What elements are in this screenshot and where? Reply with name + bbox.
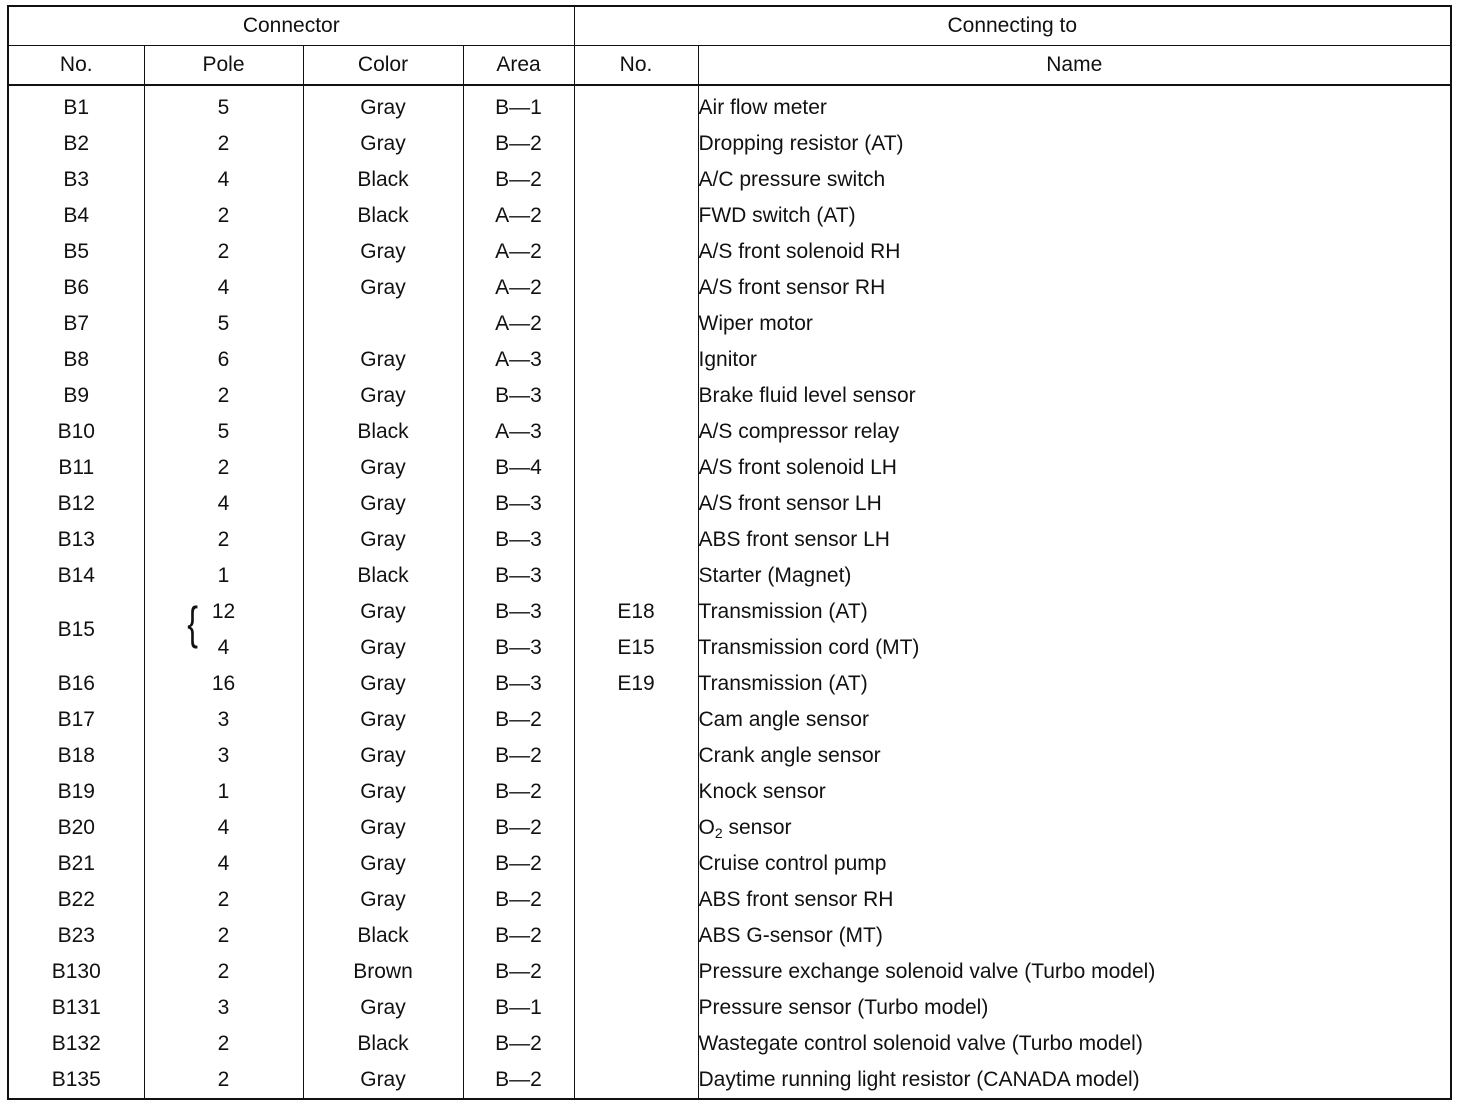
cell-to-no xyxy=(574,774,698,810)
cell-area: B—2 xyxy=(463,882,574,918)
cell-no: B11 xyxy=(8,450,144,486)
cell-to-no xyxy=(574,234,698,270)
cell-no: B18 xyxy=(8,738,144,774)
cell-pole: 3 xyxy=(144,990,303,1026)
cell-color: Gray xyxy=(303,342,463,378)
cell-no: B21 xyxy=(8,846,144,882)
cell-to-no xyxy=(574,486,698,522)
cell-pole: 4 xyxy=(217,636,230,659)
cell-to-no xyxy=(574,270,698,306)
cell-name: Pressure exchange solenoid valve (Turbo model) xyxy=(698,954,1451,990)
cell-name: Wiper motor xyxy=(698,306,1451,342)
cell-name: A/S front solenoid RH xyxy=(698,234,1451,270)
cell-pole: 2 xyxy=(144,882,303,918)
table-row xyxy=(8,85,1451,126)
cell-no: B8 xyxy=(8,342,144,378)
cell-to-no xyxy=(574,954,698,990)
table-row xyxy=(8,738,1451,774)
cell-pole: 2 xyxy=(144,198,303,234)
table-row xyxy=(8,810,1451,846)
cell-area: B—2 xyxy=(463,918,574,954)
cell-pole: 5 xyxy=(144,414,303,450)
cell-no: B13 xyxy=(8,522,144,558)
cell-name: Air flow meter xyxy=(698,85,1451,126)
cell-color: Black xyxy=(303,918,463,954)
cell-pole: 4 xyxy=(144,162,303,198)
cell-pole: 2 xyxy=(144,1026,303,1062)
cell-name: A/C pressure switch xyxy=(698,162,1451,198)
cell-to-no xyxy=(574,738,698,774)
cell-to-no xyxy=(574,162,698,198)
cell-color: Gray xyxy=(303,990,463,1026)
connector-table xyxy=(7,5,1452,1100)
table-row xyxy=(8,702,1451,738)
cell-area: A—2 xyxy=(463,270,574,306)
cell-name: Cam angle sensor xyxy=(698,702,1451,738)
brace-icon: { xyxy=(186,597,198,649)
cell-name: Transmission (AT) xyxy=(698,594,1451,630)
cell-color: Black xyxy=(303,414,463,450)
table-row xyxy=(8,522,1451,558)
cell-pole: 2 xyxy=(144,1062,303,1099)
cell-name: A/S front sensor LH xyxy=(698,486,1451,522)
cell-color: Gray xyxy=(303,486,463,522)
header-connector: Connector xyxy=(8,6,574,46)
cell-area: B—2 xyxy=(463,702,574,738)
cell-no: B17 xyxy=(8,702,144,738)
cell-no: B3 xyxy=(8,162,144,198)
cell-to-no xyxy=(574,702,698,738)
cell-to-no xyxy=(574,198,698,234)
cell-color: Gray xyxy=(303,1062,463,1099)
name-o: O xyxy=(698,815,715,839)
table-row xyxy=(8,234,1451,270)
cell-area: B—2 xyxy=(463,846,574,882)
cell-no: B10 xyxy=(8,414,144,450)
cell-area: A—3 xyxy=(463,342,574,378)
cell-color: Gray xyxy=(303,378,463,414)
cell-color: Gray xyxy=(303,270,463,306)
cell-no: B15 xyxy=(8,594,144,666)
cell-to-no xyxy=(574,414,698,450)
cell-pole: 4 xyxy=(144,486,303,522)
header-name: Name xyxy=(698,46,1451,86)
cell-no: B23 xyxy=(8,918,144,954)
cell-color: Gray xyxy=(303,666,463,702)
cell-area: B—4 xyxy=(463,450,574,486)
table-row xyxy=(8,162,1451,198)
cell-pole: 2 xyxy=(144,954,303,990)
table-row xyxy=(8,450,1451,486)
cell-color: Gray xyxy=(303,450,463,486)
cell-to-no xyxy=(574,522,698,558)
cell-pole: 3 xyxy=(144,702,303,738)
table-row xyxy=(8,1026,1451,1062)
cell-to-no: E15 xyxy=(574,630,698,666)
cell-pole: 4 xyxy=(144,810,303,846)
table-row xyxy=(8,198,1451,234)
cell-no: B6 xyxy=(8,270,144,306)
cell-area: B—2 xyxy=(463,738,574,774)
table-row xyxy=(8,342,1451,378)
cell-color: Gray xyxy=(303,234,463,270)
cell-color: Brown xyxy=(303,954,463,990)
name-sensor: sensor xyxy=(722,815,792,839)
cell-no: B16 xyxy=(8,666,144,702)
cell-pole: 2 xyxy=(144,918,303,954)
cell-no: B1 xyxy=(8,85,144,126)
cell-area: B—2 xyxy=(463,1026,574,1062)
header-no: No. xyxy=(8,46,144,86)
cell-area: B—2 xyxy=(463,810,574,846)
cell-area: A—2 xyxy=(463,198,574,234)
cell-area: B—3 xyxy=(463,630,574,666)
cell-name: Crank angle sensor xyxy=(698,738,1451,774)
cell-name: ABS front sensor RH xyxy=(698,882,1451,918)
table-row xyxy=(8,846,1451,882)
cell-pole: 3 xyxy=(144,738,303,774)
cell-area: B—1 xyxy=(463,990,574,1026)
cell-name: Daytime running light resistor (CANADA model) xyxy=(698,1062,1451,1099)
cell-area: B—1 xyxy=(463,85,574,126)
cell-to-no xyxy=(574,810,698,846)
cell-to-no xyxy=(574,882,698,918)
cell-color: Black xyxy=(303,1026,463,1062)
table-body xyxy=(8,85,1451,1099)
cell-name: Cruise control pump xyxy=(698,846,1451,882)
cell-color: Black xyxy=(303,198,463,234)
cell-pole: 16 xyxy=(144,666,303,702)
cell-color: Gray xyxy=(303,594,463,630)
cell-no: B22 xyxy=(8,882,144,918)
cell-name: Knock sensor xyxy=(698,774,1451,810)
cell-name: Pressure sensor (Turbo model) xyxy=(698,990,1451,1026)
cell-no: B2 xyxy=(8,126,144,162)
table-row xyxy=(8,306,1451,342)
header-connecting-to: Connecting to xyxy=(574,6,1451,46)
cell-area: B—2 xyxy=(463,774,574,810)
table-row xyxy=(8,594,1451,630)
cell-area: B—3 xyxy=(463,666,574,702)
cell-pole: 4 xyxy=(144,270,303,306)
cell-area: B—3 xyxy=(463,378,574,414)
table-row xyxy=(8,990,1451,1026)
cell-name: Brake fluid level sensor xyxy=(698,378,1451,414)
cell-no: B9 xyxy=(8,378,144,414)
cell-area: B—2 xyxy=(463,954,574,990)
cell-to-no: E19 xyxy=(574,666,698,702)
cell-no: B130 xyxy=(8,954,144,990)
cell-pole: 2 xyxy=(144,378,303,414)
header-area: Area xyxy=(463,46,574,86)
cell-area: B—3 xyxy=(463,594,574,630)
cell-name xyxy=(698,810,1451,846)
cell-color: Gray xyxy=(303,126,463,162)
cell-to-no xyxy=(574,1062,698,1099)
cell-to-no: E18 xyxy=(574,594,698,630)
cell-color: Gray xyxy=(303,882,463,918)
table-row xyxy=(8,918,1451,954)
cell-to-no xyxy=(574,378,698,414)
cell-area: A—2 xyxy=(463,234,574,270)
cell-color: Gray xyxy=(303,702,463,738)
cell-pole-group xyxy=(144,594,303,666)
cell-to-no xyxy=(574,85,698,126)
cell-color: Black xyxy=(303,558,463,594)
cell-name: Transmission (AT) xyxy=(698,666,1451,702)
cell-color xyxy=(303,306,463,342)
cell-name: Transmission cord (MT) xyxy=(698,630,1451,666)
table-row xyxy=(8,774,1451,810)
cell-to-no xyxy=(574,990,698,1026)
cell-name: FWD switch (AT) xyxy=(698,198,1451,234)
cell-no: B19 xyxy=(8,774,144,810)
cell-color: Gray xyxy=(303,810,463,846)
cell-pole: 12 xyxy=(211,600,236,623)
cell-pole: 4 xyxy=(144,846,303,882)
cell-pole: 5 xyxy=(144,85,303,126)
cell-area: B—2 xyxy=(463,126,574,162)
cell-area: B—3 xyxy=(463,486,574,522)
cell-area: B—2 xyxy=(463,1062,574,1099)
table-row xyxy=(8,1062,1451,1099)
cell-area: A—3 xyxy=(463,414,574,450)
header-color: Color xyxy=(303,46,463,86)
cell-to-no xyxy=(574,1026,698,1062)
name-subscript: 2 xyxy=(714,824,723,841)
table-row xyxy=(8,378,1451,414)
cell-color: Gray xyxy=(303,522,463,558)
cell-to-no xyxy=(574,558,698,594)
cell-name: Ignitor xyxy=(698,342,1451,378)
cell-no: B4 xyxy=(8,198,144,234)
cell-pole: 5 xyxy=(144,306,303,342)
cell-to-no xyxy=(574,846,698,882)
cell-name: ABS front sensor LH xyxy=(698,522,1451,558)
cell-name: A/S compressor relay xyxy=(698,414,1451,450)
table-row xyxy=(8,126,1451,162)
header-pole: Pole xyxy=(144,46,303,86)
cell-name: Dropping resistor (AT) xyxy=(698,126,1451,162)
table-row xyxy=(8,954,1451,990)
cell-no: B12 xyxy=(8,486,144,522)
cell-to-no xyxy=(574,450,698,486)
cell-name: A/S front sensor RH xyxy=(698,270,1451,306)
cell-no: B135 xyxy=(8,1062,144,1099)
cell-pole: 1 xyxy=(144,774,303,810)
cell-name: A/S front solenoid LH xyxy=(698,450,1451,486)
cell-no: B20 xyxy=(8,810,144,846)
cell-name: ABS G-sensor (MT) xyxy=(698,918,1451,954)
cell-to-no xyxy=(574,126,698,162)
cell-pole: 2 xyxy=(144,126,303,162)
cell-area: B—3 xyxy=(463,558,574,594)
cell-pole: 6 xyxy=(144,342,303,378)
cell-no: B5 xyxy=(8,234,144,270)
cell-no: B131 xyxy=(8,990,144,1026)
table-row xyxy=(8,270,1451,306)
cell-no: B7 xyxy=(8,306,144,342)
cell-color: Black xyxy=(303,162,463,198)
table-row xyxy=(8,558,1451,594)
table-row xyxy=(8,414,1451,450)
cell-no: B132 xyxy=(8,1026,144,1062)
cell-color: Gray xyxy=(303,630,463,666)
cell-color: Gray xyxy=(303,846,463,882)
cell-color: Gray xyxy=(303,774,463,810)
table-row xyxy=(8,486,1451,522)
cell-pole: 1 xyxy=(144,558,303,594)
cell-color: Gray xyxy=(303,85,463,126)
cell-pole: 2 xyxy=(144,450,303,486)
cell-name: Wastegate control solenoid valve (Turbo model) xyxy=(698,1026,1451,1062)
cell-color: Gray xyxy=(303,738,463,774)
cell-area: B—3 xyxy=(463,522,574,558)
cell-no: B14 xyxy=(8,558,144,594)
cell-to-no xyxy=(574,306,698,342)
cell-pole: 2 xyxy=(144,234,303,270)
table-row xyxy=(8,666,1451,702)
header-to-no: No. xyxy=(574,46,698,86)
cell-name: Starter (Magnet) xyxy=(698,558,1451,594)
cell-area: B—2 xyxy=(463,162,574,198)
cell-to-no xyxy=(574,342,698,378)
cell-area: A—2 xyxy=(463,306,574,342)
cell-pole: 2 xyxy=(144,522,303,558)
table-row xyxy=(8,882,1451,918)
cell-to-no xyxy=(574,918,698,954)
